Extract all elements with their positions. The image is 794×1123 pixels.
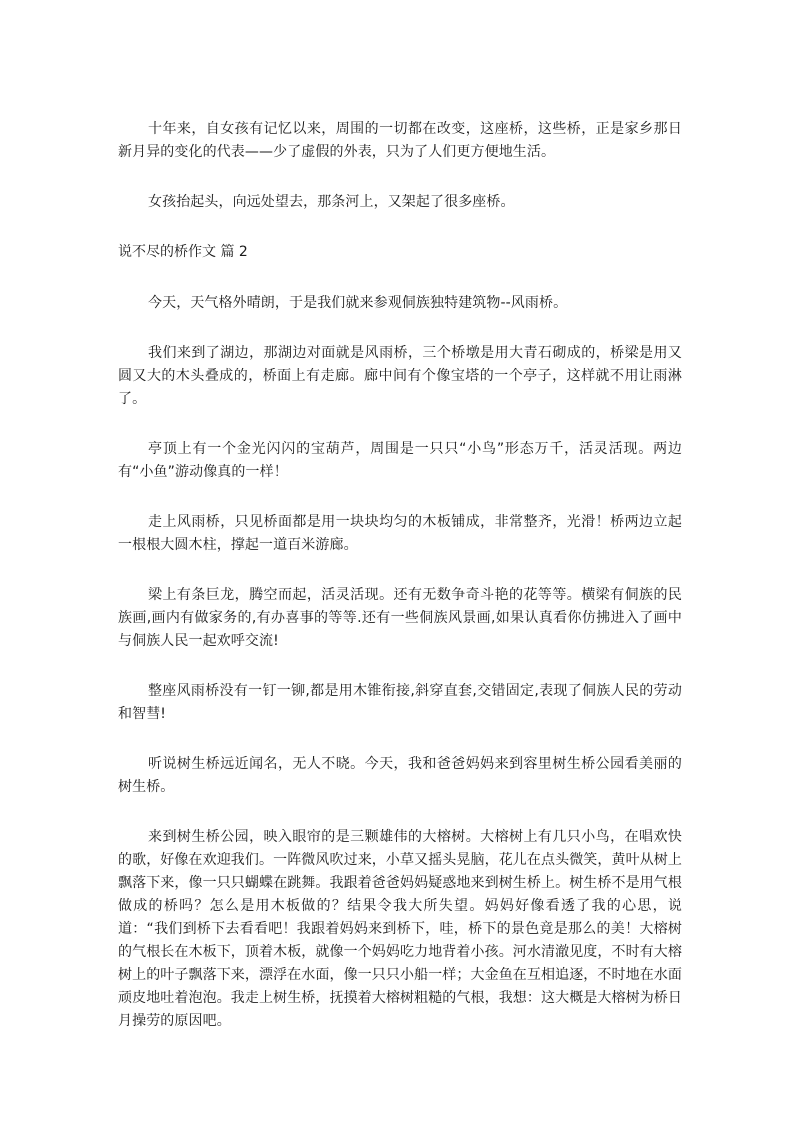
- paragraph-5: 亭顶上有一个金光闪闪的宝葫芦，周围是一只只“小鸟”形态万千，活灵活现。两边有“小鱼”游动像真的一样！: [118, 441, 682, 480]
- paragraph-6: 走上风雨桥，只见桥面都是用一块块均匀的木板铺成，非常整齐，光滑！桥两边立起一根根大圆木柱，撑起一道百米游廊。: [118, 514, 682, 553]
- paragraph-8: 整座风雨桥没有一钉一铆,都是用木锥衔接,斜穿直套,交错固定,表现了侗族人民的劳动和智彗!: [118, 683, 682, 722]
- paragraph-3: 今天，天气格外晴朗，于是我们就来参观侗族独特建筑物--风雨桥。: [148, 295, 568, 311]
- paragraph-9: 听说树生桥远近闻名，无人不晓。今天，我和爸爸妈妈来到容里树生桥公园看美丽的树生桥。: [118, 756, 682, 795]
- paragraph-4: 我们来到了湖边，那湖边对面就是风雨桥，三个桥墩是用大青石砌成的，桥梁是用又圆又大的木头叠成的，桥面上有走廊。廊中间有个像宝塔的一个亭子，这样就不用让雨淋了。: [118, 345, 682, 407]
- section-heading: 说不尽的桥作文 篇 2: [118, 244, 248, 260]
- document-body: [118, 118, 682, 1060]
- paragraph-1: 十年来，自女孩有记忆以来，周围的一切都在改变，这座桥，这些桥，正是家乡那日新月异的变化的代表——少了虚假的外表，只为了人们更方便地生活。: [118, 121, 682, 160]
- paragraph-2: 女孩抬起头，向远处望去，那条河上，又架起了很多座桥。: [148, 194, 515, 210]
- paragraph-7: 梁上有条巨龙，腾空而起，活灵活现。还有无数争奇斗艳的花等等。横梁有侗族的民族画,画内有做家务的,有办喜事的等等.还有一些侗族风景画,如果认真看你仿拂进入了画中与侗族人民一起欢呼交流!: [118, 587, 682, 649]
- paragraph-10: 来到树生桥公园，映入眼帘的是三颗雄伟的大榕树。大榕树上有几只小鸟，在唱欢快的歌，好像在欢迎我们。一阵微风吹过来，小草又摇头晃脑，花儿在点头微笑，黄叶从树上飘落下来，像一只只蝴蝶在跳舞。我跟着爸爸妈妈疑惑地来到树生桥上。树生桥不是用气根做成的桥吗？怎么是用木板做的？结果令我大所失望。妈妈好像看透了我的心思，说道：“我们到桥下去看看吧！我跟着妈妈来到桥下，哇，桥下的景色竟是那么的美！大榕树的气根长在木板下，顶着木板，就像一个妈妈吃力地背着小孩。河水清澈见度，不时有大榕树上的叶子飘落下来，漂浮在水面，像一只只小船一样；大金鱼在互相追逐，不时地在水面顽皮地吐着泡泡。我走上树生桥，抚摸着大榕树粗糙的气根，我想：这大概是大榕树为桥日月操劳的原因吧。: [118, 829, 682, 1029]
